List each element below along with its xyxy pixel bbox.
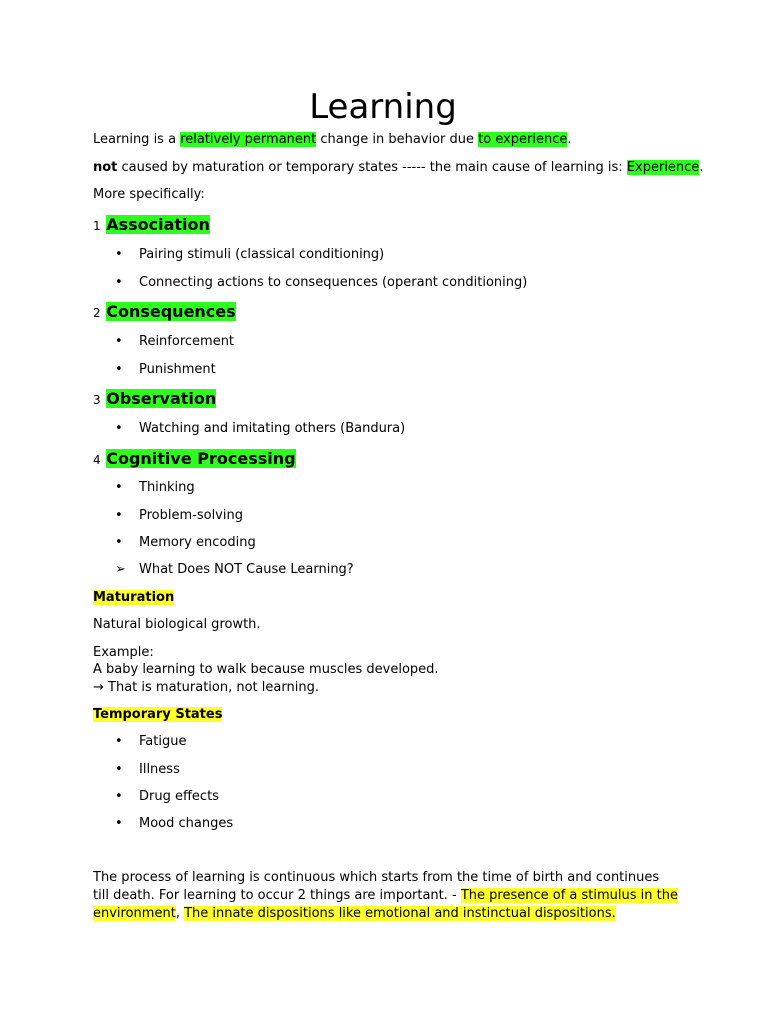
temporary-states-heading	[93, 706, 222, 723]
section-consequences-heading	[93, 301, 236, 324]
not-caused-text: caused by maturation or temporary states ----- the main cause of learning is:	[117, 160, 627, 175]
maturation-heading	[93, 589, 174, 606]
bullet-icon: •	[115, 508, 123, 523]
bullet-icon: •	[115, 816, 123, 831]
section-association-heading	[93, 214, 210, 237]
list-item: Mood changes	[139, 816, 234, 831]
list-item: Memory encoding	[139, 535, 256, 550]
definition-text-2: change in behavior due	[316, 132, 479, 147]
highlight-stimulus: The presence of a stimulus in the environment	[93, 888, 678, 921]
example-line-2: → That is maturation, not learning.	[93, 680, 319, 695]
highlight-relatively-permanent: relatively permanent	[180, 132, 317, 147]
list-item: Illness	[139, 762, 180, 777]
section-title: Association	[106, 215, 210, 234]
section-number: 3	[93, 393, 101, 407]
highlight-experience: Experience	[626, 160, 700, 175]
temporary-states-highlight	[93, 707, 222, 722]
closing-text: The process of learning is continuous which starts from the time of birth and continues till death. For learning to occur 2 things are important. -	[93, 870, 660, 903]
bullet-icon: •	[115, 421, 123, 436]
temporary-states-text: Temporary States	[93, 707, 223, 722]
definition-text-1: Learning is a	[93, 132, 181, 147]
not-cause-question: What Does NOT Cause Learning?	[139, 562, 354, 577]
highlight-innate-dispositions: The innate dispositions like emotional and instinctual dispositions.	[184, 906, 616, 921]
bullet-icon: •	[115, 535, 123, 550]
closing-separator: ,	[175, 906, 185, 921]
maturation-heading-text: Maturation	[93, 590, 175, 605]
section-title: Observation	[106, 389, 217, 408]
list-item: Reinforcement	[139, 334, 235, 349]
definition-text-3: .	[567, 132, 572, 147]
bullet-icon: •	[115, 247, 123, 262]
bullet-icon: •	[115, 334, 123, 349]
section-number: 1	[93, 219, 101, 233]
section-observation-heading	[93, 388, 216, 411]
arrow-bullet-icon: ➢	[115, 562, 126, 577]
definition-line	[93, 131, 572, 148]
section-number: 4	[93, 453, 101, 467]
maturation-description: Natural biological growth.	[93, 617, 261, 632]
bullet-icon: •	[115, 480, 123, 495]
list-item: Thinking	[139, 480, 195, 495]
section-cognitive-heading	[93, 448, 296, 471]
list-item: Fatigue	[139, 734, 187, 749]
bullet-icon: •	[115, 789, 123, 804]
document-title: Learning	[309, 87, 457, 127]
more-specifically-text: More specifically:	[93, 187, 205, 202]
list-item: Watching and imitating others (Bandura)	[139, 421, 406, 436]
section-number: 2	[93, 306, 101, 320]
bullet-icon: •	[115, 275, 123, 290]
list-item: Punishment	[139, 362, 216, 377]
list-item: Pairing stimuli (classical conditioning)	[139, 247, 385, 262]
closing-paragraph	[93, 869, 678, 923]
example-label: Example:	[93, 645, 154, 660]
bullet-icon: •	[115, 734, 123, 749]
bullet-icon: •	[115, 362, 123, 377]
not-bold-word: not	[93, 160, 118, 175]
highlight-to-experience: to experience	[478, 132, 568, 147]
list-item: Connecting actions to consequences (operant conditioning)	[139, 275, 528, 290]
example-line-1: A baby learning to walk because muscles developed.	[93, 662, 439, 677]
not-caused-end: .	[699, 160, 704, 175]
section-title: Consequences	[106, 302, 236, 321]
section-title: Cognitive Processing	[106, 449, 296, 468]
not-caused-line	[93, 159, 703, 176]
bullet-icon: •	[115, 762, 123, 777]
list-item: Drug effects	[139, 789, 219, 804]
list-item: Problem-solving	[139, 508, 243, 523]
